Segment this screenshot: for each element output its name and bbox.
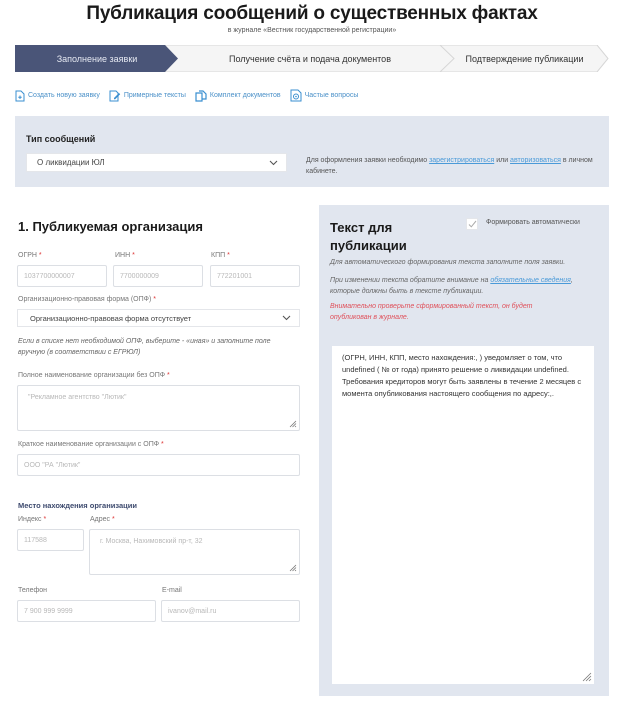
- inn-input[interactable]: 7700000009: [113, 265, 203, 287]
- checkmark-icon: [468, 220, 477, 228]
- ogrn-input[interactable]: 1037700000007: [17, 265, 107, 287]
- publication-title: Текст для публикации: [330, 220, 407, 253]
- auto-generate-checkbox[interactable]: [466, 218, 478, 230]
- resize-handle-icon[interactable]: [289, 420, 297, 428]
- message-type-select[interactable]: О ликвидации ЮЛ: [26, 153, 287, 172]
- publication-text-panel: [319, 205, 609, 696]
- message-type-label: Тип сообщений: [26, 134, 96, 144]
- publication-text-textarea[interactable]: (ОГРН, ИНН, КПП, место нахождения:, ) уведомляет о том, что undefined ( № от года) принято решение о ликвидации undefined. Требования кредиторов могут быть заявлены в течение 2 месяцев с момента опубликования настоящего сообщения по адресу:,.: [332, 346, 594, 684]
- page-subtitle: в журнале «Вестник государственной регистрации»: [227, 27, 397, 34]
- step-invoice-documents[interactable]: [165, 45, 455, 72]
- step-fill-application[interactable]: [15, 45, 179, 72]
- publication-warning: Внимательно проверьте сформированный текст, он будет опубликован в журнале.: [330, 303, 533, 321]
- auto-generate-toggle[interactable]: Формировать автоматически: [466, 218, 580, 230]
- section-title-organization: 1. Публикуемая организация: [18, 219, 203, 234]
- opf-hint: Если в списке нет необходимой ОПФ, выберите - «иная» и заполните поле вручную (в соответствии с ЕГРЮЛ): [18, 338, 271, 356]
- inn-label: ИНН *: [115, 252, 135, 259]
- chevron-down-icon: [269, 160, 278, 166]
- documents-kit-link[interactable]: Комплект документов: [195, 90, 281, 102]
- opf-select[interactable]: Организационно-правовая форма отсутствует: [17, 309, 300, 327]
- edit-document-icon: [109, 90, 121, 102]
- kpp-label: КПП *: [211, 252, 230, 259]
- short-name-label: Краткое наименование организации с ОПФ *: [18, 441, 164, 448]
- phone-input[interactable]: 7 900 999 9999: [17, 600, 156, 622]
- required-info-link[interactable]: обязательные сведения: [490, 277, 571, 284]
- resize-handle-icon[interactable]: [582, 672, 592, 682]
- page-title: Публикация сообщений о существенных фактах: [86, 3, 538, 24]
- message-type-panel: [15, 116, 609, 187]
- step-confirm-publication[interactable]: [440, 45, 609, 72]
- full-name-label: Полное наименование организации без ОПФ *: [18, 372, 170, 379]
- auto-generate-hint: Для автоматического формирования текста заполните поля заявки.: [330, 259, 566, 266]
- index-input[interactable]: 117588: [17, 529, 84, 551]
- required-info-hint: При изменении текста обратите внимание на обязательные сведения, которые должны быть в тексте публикации.: [330, 277, 573, 295]
- index-label: Индекс *: [18, 516, 47, 523]
- step-label: Заполнение заявки: [56, 53, 138, 64]
- register-link[interactable]: зарегистрироваться: [429, 157, 495, 164]
- login-link[interactable]: авторизоваться: [510, 157, 561, 164]
- email-label: E-mail: [162, 587, 182, 594]
- progress-stepper: [15, 45, 609, 72]
- location-section-title: Место нахождения организации: [18, 501, 137, 510]
- opf-label: Организационно-правовая форма (ОПФ) *: [18, 296, 156, 303]
- short-name-input[interactable]: ООО "РА "Лютик": [17, 454, 300, 476]
- kpp-input[interactable]: 772201001: [210, 265, 300, 287]
- quick-links: [15, 89, 358, 102]
- login-hint: Для оформления заявки необходимо зарегистрироваться или авторизоваться в личном кабинете.: [306, 157, 593, 175]
- step-label: Подтверждение публикации: [465, 53, 584, 64]
- faq-link[interactable]: Частые вопросы: [290, 89, 359, 102]
- sample-texts-link[interactable]: Примерные тексты: [109, 90, 186, 102]
- create-new-application-link[interactable]: Создать новую заявку: [15, 90, 100, 102]
- step-label: Получение счёта и подача документов: [229, 53, 391, 64]
- address-textarea[interactable]: г. Москва, Нахимовский пр-т, 32: [89, 529, 300, 575]
- documents-copy-icon: [195, 90, 207, 102]
- faq-document-icon: [290, 89, 302, 102]
- full-name-textarea[interactable]: "Рекламное агентство "Лютик": [17, 385, 300, 431]
- email-input[interactable]: ivanov@mail.ru: [161, 600, 300, 622]
- chevron-down-icon: [282, 315, 291, 321]
- ogrn-label: ОГРН *: [18, 252, 42, 259]
- address-label: Адрес *: [90, 516, 115, 523]
- phone-label: Телефон: [18, 587, 48, 594]
- new-document-icon: [15, 90, 25, 102]
- resize-handle-icon[interactable]: [289, 564, 297, 572]
